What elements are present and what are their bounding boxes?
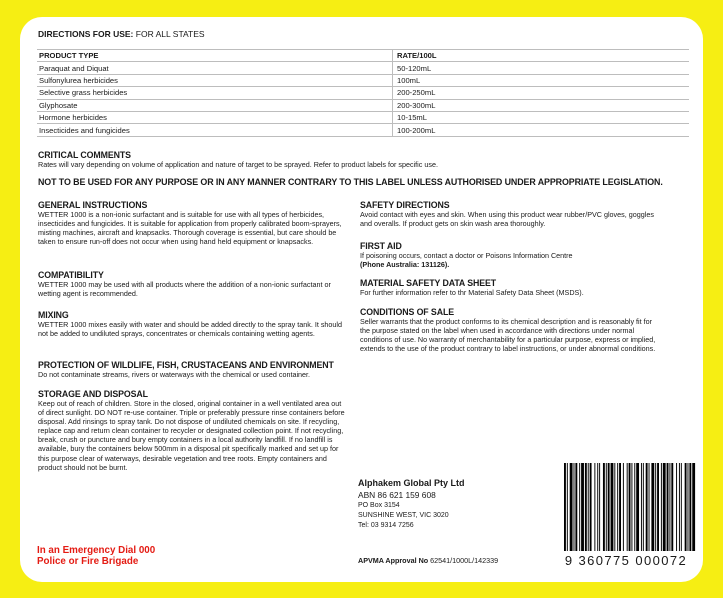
company-tel: Tel: 03 9314 7256 [358,522,414,529]
col-rate: RATE/100L [393,50,690,62]
critical-comments-title: CRITICAL COMMENTS [38,150,131,160]
general-instructions [38,200,348,246]
rate-cell: 10-15mL [393,111,690,123]
critical-comments [38,150,688,169]
section-text: Keep out of reach of children. Store in the closed, original container in a well ventilated area out of direct sunlight. DO NOT re-use container. Triple or preferably pressure rinse containers before disposal. Add rinsings to spray tank. Do not dispose of undiluted chemicals on site. If recycling, replace cap and return clean container to recycler or designated collection point. If not recycling, break, crush or puncture and bury empty containers in a local authority landfill. If no landfill is available, bury the containers below 500mm in a disposal pit specifically marked and set up for this purpose clear of waterways, desirable vegetation and tree roots. Empty containers and product should not be burnt. [38,399,345,472]
barcode-icon [560,463,698,567]
section-text: Do not contaminate streams, rivers or waterways with the chemical or used container. [38,370,311,379]
emergency-line-1: In an Emergency Dial 000 [37,545,156,556]
rate-cell: 50-120mL [393,62,690,74]
emergency-line-2: Police or Fire Brigade [37,556,139,567]
table-row [37,87,689,99]
section-title: CONDITIONS OF SALE [360,307,454,317]
rate-table-header [37,50,689,62]
section-text: For further information refer to thr Material Safety Data Sheet (MSDS). [360,288,584,297]
table-row [37,74,689,86]
directions-header [38,29,205,39]
company-po-box: PO Box 3154 [358,502,400,509]
section-title: GENERAL INSTRUCTIONS [38,200,148,210]
col-product-type: PRODUCT TYPE [37,50,393,62]
section-text: WETTER 1000 mixes easily with water and should be added directly to the spray tank. It should not be added to undiluted sprays, concentrates or chemicals containing wetting agents. [38,320,343,339]
section-text: Seller warrants that the product conforms to its chemical description and is reasonably fit for the purpose stated on the label when used in accordance with directions under normal conditions of use. No warranty of merchantability for a particular purpose, express or implied, extends to the use of the product contrary to label instructions, or under abnormal conditions. [360,317,656,354]
apvma-approval [358,556,498,565]
poisons-phone: (Phone Australia: 131126). [360,260,450,270]
critical-comments-text: Rates will vary depending on volume of application and nature of target to be sprayed. Refer to product labels for specific use. [38,160,438,169]
section-text: Avoid contact with eyes and skin. When using this product wear rubber/PVC gloves, goggles and overalls. If product gets on skin wash area thoroughly. [360,210,654,229]
product-type-cell: Insecticides and fungicides [37,124,393,136]
section-title: STORAGE AND DISPOSAL [38,389,148,399]
safety-directions [360,200,660,228]
product-type-cell: Glyphosate [37,99,393,111]
apvma-number: 62541/1000L/142339 [430,556,499,565]
barcode-number: 9 360775 000072 [564,553,688,568]
section-text: WETTER 1000 is a non-ionic surfactant and is suitable for use with all types of herbicides, insecticides and fungicides. It is suitable for application from properly calibrated boom-sprayers, misting machines, aircraft and knapsacks. Thorough coverage is essential, but care should be taken to ensure run-off does not occur when using hand held equipment or knapsacks. [38,210,342,247]
mixing [38,310,348,338]
table-row [37,124,689,136]
rate-cell: 200-250mL [393,87,690,99]
section-title: PROTECTION OF WILDLIFE, FISH, CRUSTACEANS AND ENVIRONMENT [38,360,334,370]
directions-scope: FOR ALL STATES [135,29,205,39]
product-type-cell: Selective grass herbicides [37,87,393,99]
compatibility [38,270,348,298]
section-text: If poisoning occurs, contact a doctor or Poisons Information Centre [360,251,573,260]
directions-label: DIRECTIONS FOR USE: [38,29,134,39]
section-title: MATERIAL SAFETY DATA SHEET [360,278,497,288]
company-abn: ABN 86 621 159 608 [358,490,436,500]
emergency-notice [37,545,155,567]
conditions-of-sale [360,307,660,353]
section-title: FIRST AID [360,241,402,251]
apvma-label: APVMA Approval No [358,556,429,565]
rate-cell: 100-200mL [393,124,690,136]
table-row [37,111,689,123]
product-type-cell: Paraquat and Diquat [37,62,393,74]
table-row [37,62,689,74]
section-title: MIXING [38,310,69,320]
company-details [358,478,465,530]
msds [360,278,660,297]
legal-warning: NOT TO BE USED FOR ANY PURPOSE OR IN ANY MANNER CONTRARY TO THIS LABEL UNLESS AUTHORISED UNDER APPROPRIATE LEGISLATION. [38,177,663,187]
company-suburb: SUNSHINE WEST, VIC 3020 [358,512,449,519]
table-row [37,99,689,111]
section-title: SAFETY DIRECTIONS [360,200,450,210]
protection-environment [38,360,348,379]
product-label-panel [20,17,703,582]
rate-cell: 100mL [393,74,690,86]
product-type-cell: Hormone herbicides [37,111,393,123]
rate-table [37,49,689,137]
company-name: Alphakem Global Pty Ltd [358,478,465,488]
product-type-cell: Sulfonylurea herbicides [37,74,393,86]
section-title: COMPATIBILITY [38,270,104,280]
storage-disposal [38,389,348,472]
rate-cell: 200-300mL [393,99,690,111]
section-text: WETTER 1000 may be used with all products where the addition of a non-ionic surfactant or wetting agent is recommended. [38,280,331,299]
first-aid [360,241,660,269]
